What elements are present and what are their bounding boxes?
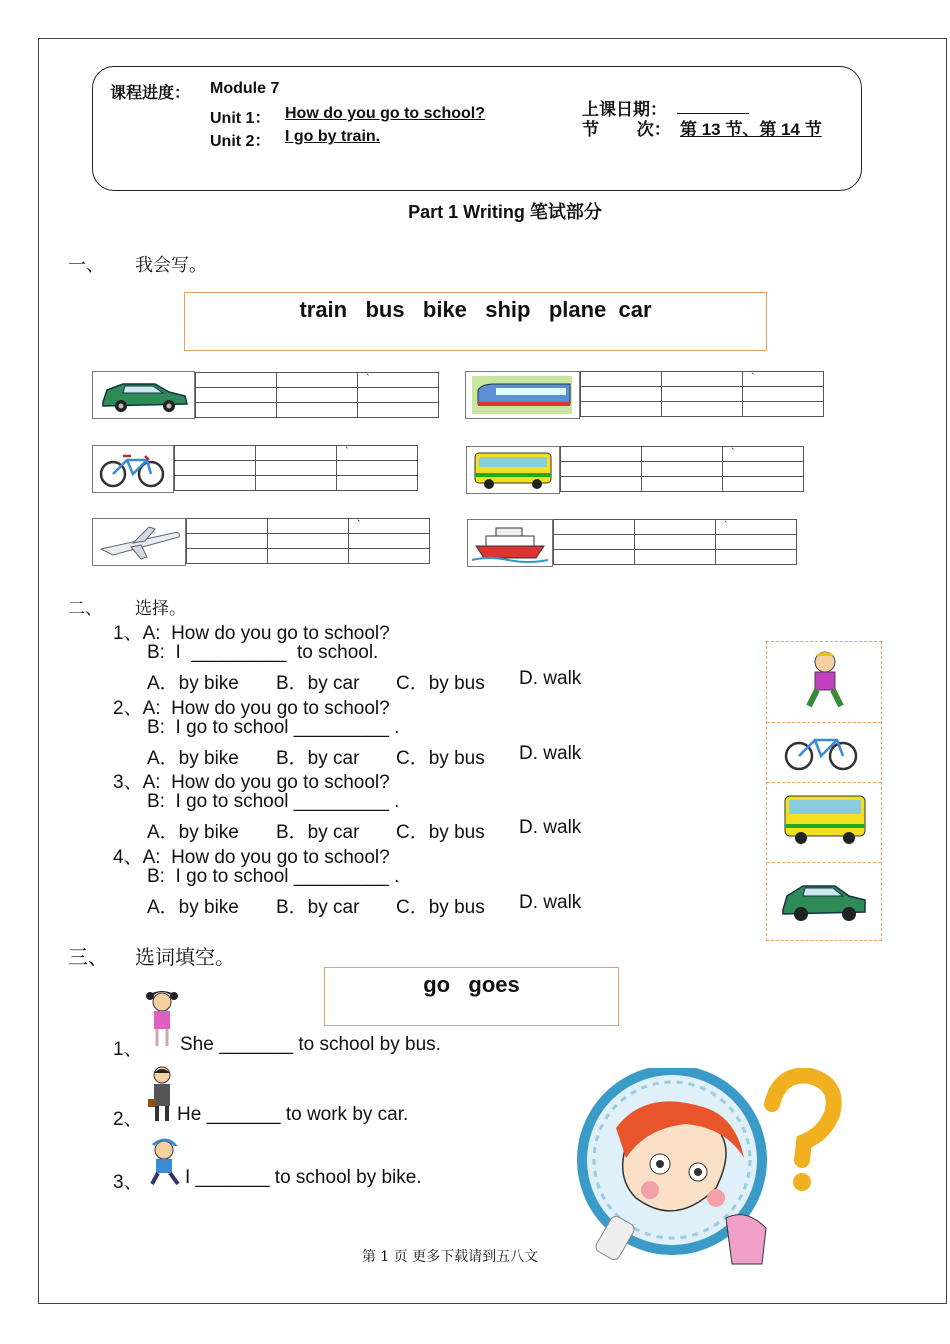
grid-mark: `: [724, 520, 728, 532]
q4-option-d[interactable]: D. walk: [519, 892, 582, 913]
fill-item-2[interactable]: He _______ to work by car.: [177, 1104, 409, 1125]
q2-option-a[interactable]: A．by bike: [147, 748, 239, 769]
train-picture: [465, 371, 580, 419]
ship-picture: [467, 519, 553, 567]
q3-answer[interactable]: B: I go to school _________ .: [147, 791, 400, 812]
writing-grid-plane[interactable]: [186, 518, 430, 564]
q4-option-b[interactable]: B．by car: [276, 897, 360, 918]
progress-label: 课程进度：: [110, 85, 191, 102]
grid-mark: `: [751, 372, 755, 384]
q1-option-a[interactable]: A．by bike: [147, 673, 239, 694]
section2-title: 选择。: [135, 599, 186, 619]
bus-picture: [466, 446, 560, 494]
q2-option-b[interactable]: B．by car: [276, 748, 360, 769]
walking-boy-icon: [797, 648, 853, 714]
q1-answer[interactable]: B: I _________ to school.: [147, 642, 379, 663]
writing-grid-bus[interactable]: [560, 446, 804, 492]
boy-icon: [144, 1138, 186, 1186]
bus-icon-2: [781, 790, 869, 848]
car-icon-2: [777, 868, 869, 930]
unit2-label: Unit 2：: [210, 133, 271, 150]
picture-column: [766, 641, 882, 941]
q2-answer[interactable]: B: I go to school _________ .: [147, 717, 400, 738]
car-picture: [92, 371, 195, 419]
car-icon: [93, 372, 194, 418]
man-icon: [146, 1065, 178, 1123]
q1-option-c[interactable]: C．by bus: [396, 673, 485, 694]
writing-grid-train[interactable]: [580, 371, 824, 417]
plane-icon: [93, 519, 185, 565]
fill-item-1[interactable]: She _______ to school by bus.: [180, 1034, 441, 1055]
section3-title: 选词填空。: [135, 945, 235, 969]
lesson-value: 第 13 节、第 14 节: [680, 120, 822, 139]
magnifier-girl-illustration: [566, 1068, 846, 1268]
q4-option-a[interactable]: A．by bike: [147, 897, 239, 918]
bike-icon-2: [779, 728, 863, 776]
footer-page-info: 第 1 页 更多下载请到五八文: [361, 1249, 539, 1265]
q3-question: 3、A: How do you go to school?: [113, 772, 390, 793]
bus-icon: [467, 447, 559, 493]
section1-number: 一、: [68, 255, 104, 276]
q3-option-c[interactable]: C．by bus: [396, 822, 485, 843]
bike-picture: [92, 445, 174, 493]
q3-option-b[interactable]: B．by car: [276, 822, 360, 843]
q2-option-d[interactable]: D. walk: [519, 743, 582, 764]
part-title: Part 1 Writing 笔试部分: [408, 202, 602, 222]
section1-title: 我会写。: [135, 255, 207, 276]
grid-mark: `: [345, 446, 349, 458]
fill-item-2-number: 2、: [113, 1109, 143, 1130]
q2-option-c[interactable]: C．by bus: [396, 748, 485, 769]
grid-mark: `: [366, 373, 370, 385]
bike-icon: [93, 446, 173, 492]
fill-item-3[interactable]: I _______ to school by bike.: [185, 1167, 422, 1188]
unit1-label: Unit 1：: [210, 110, 271, 127]
q2-question: 2、A: How do you go to school?: [113, 698, 390, 719]
q4-question: 4、A: How do you go to school?: [113, 847, 390, 868]
q4-option-c[interactable]: C．by bus: [396, 897, 485, 918]
grid-mark: `: [357, 519, 361, 531]
q4-answer[interactable]: B: I go to school _________ .: [147, 866, 400, 887]
q1-option-d[interactable]: D. walk: [519, 668, 582, 689]
module-name: Module 7: [210, 80, 280, 97]
girl-icon: [144, 988, 180, 1050]
writing-grid-car[interactable]: [195, 372, 439, 418]
fill-item-1-number: 1、: [113, 1039, 143, 1060]
q1-question: 1、A: How do you go to school?: [113, 623, 390, 644]
date-label: 上课日期：: [582, 100, 667, 119]
fill-item-3-number: 3、: [113, 1172, 143, 1193]
section3-number: 三、: [68, 945, 108, 969]
lesson-label: 节 次：: [582, 120, 671, 139]
grid-mark: `: [731, 447, 735, 459]
unit1-title: How do you go to school?: [285, 105, 485, 122]
plane-picture: [92, 518, 186, 566]
date-blank: [677, 113, 749, 114]
q3-option-d[interactable]: D. walk: [519, 817, 582, 838]
word-bank-2: go goes: [324, 967, 619, 1026]
writing-grid-bike[interactable]: [174, 445, 418, 491]
ship-icon: [468, 520, 552, 566]
train-icon: [466, 372, 579, 418]
word-bank-1: train bus bike ship plane car: [184, 292, 767, 351]
writing-grid-ship[interactable]: [553, 519, 797, 565]
q1-option-b[interactable]: B．by car: [276, 673, 360, 694]
q3-option-a[interactable]: A．by bike: [147, 822, 239, 843]
unit2-title: I go by train.: [285, 128, 381, 145]
section2-number: 二、: [68, 599, 102, 619]
